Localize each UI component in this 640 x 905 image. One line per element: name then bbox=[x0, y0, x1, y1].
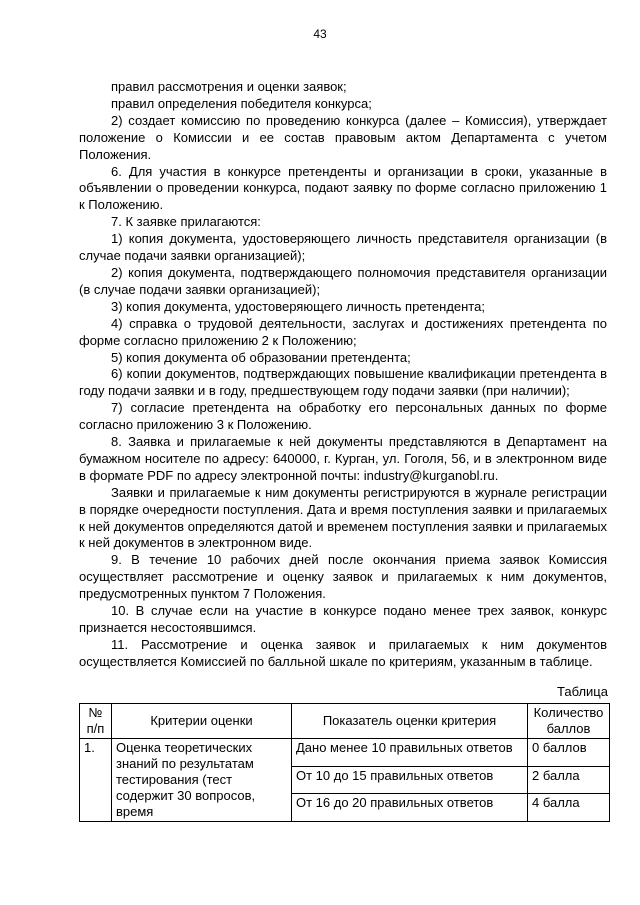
row-criterion: Оценка теоретических знаний по результатам тестирования (тест содержит 30 вопросов, время bbox=[112, 739, 292, 822]
row-number: 1. bbox=[80, 739, 112, 822]
header-number: № п/п bbox=[80, 704, 112, 739]
paragraph: 10. В случае если на участие в конкурсе подано менее трех заявок, конкурс признается несостоявшимся. bbox=[79, 603, 607, 635]
paragraph: правил определения победителя конкурса; bbox=[111, 95, 372, 111]
paragraph: 7. К заявке прилагаются: bbox=[111, 214, 261, 230]
indicator-cell: От 10 до 15 правильных ответов bbox=[292, 766, 528, 794]
paragraph: 11. Рассмотрение и оценка заявок и прилагаемых к ним документов осуществляется Комиссией по балльной шкале по критериям, указанным в таблице. bbox=[79, 636, 607, 669]
paragraph: 2) копия документа, подтверждающего полномочия представителя организации (в случае подачи заявки организацией); bbox=[79, 264, 607, 297]
indicator-cell: От 16 до 20 правильных ответов bbox=[292, 794, 528, 822]
table-header-row bbox=[80, 704, 610, 739]
score-cell: 0 баллов bbox=[528, 739, 610, 767]
paragraph: правил рассмотрения и оценки заявок; bbox=[111, 79, 347, 94]
table-caption: Таблица bbox=[557, 684, 608, 699]
indicator-cell: Дано менее 10 правильных ответов bbox=[292, 739, 528, 767]
paragraph: 9. В течение 10 рабочих дней после окончания приема заявок Комиссия осуществляет рассмотрение и оценку заявок и прилагаемых к ним документов, предусмотренных пунктом 7 Положения. bbox=[79, 552, 607, 602]
paragraph: 6) копии документов, подтверждающих повышение квалификации претендента в году подачи заявки и в году, предшествующем году подачи заявки (при наличии); bbox=[79, 366, 607, 399]
header-indicator: Показатель оценки критерия bbox=[292, 704, 528, 739]
paragraph: Заявки и прилагаемые к ним документы регистрируются в журнале регистрации в порядке очередности поступления. Дата и время поступления заявки и прилагаемых к ней документов определяются датой и временем поступления заявки и прилагаемых к ней документов в электронном виде. bbox=[79, 484, 607, 551]
paragraph: 4) справка о трудовой деятельности, заслугах и достижениях претендента по форме согласно приложению 2 к Положению; bbox=[79, 315, 607, 348]
score-cell: 2 балла bbox=[528, 766, 610, 794]
header-criterion: Критерии оценки bbox=[112, 704, 292, 739]
table-row bbox=[80, 739, 610, 767]
paragraph: 8. Заявка и прилагаемые к ней документы представляются в Департамент на бумажном носителе по адресу: 640000, г. Курган, ул. Гоголя, 56, и в электронном виде в формате PDF по адресу электронной почты: industry@kurganobl.ru. bbox=[79, 434, 607, 483]
paragraph: 1) копия документа, удостоверяющего личность представителя организации (в случае подачи заявки организацией); bbox=[79, 231, 607, 264]
document-body bbox=[79, 79, 607, 671]
page-number: 43 bbox=[313, 27, 327, 41]
paragraph: 5) копия документа об образовании претендента; bbox=[111, 349, 411, 365]
header-score: Количество баллов bbox=[528, 704, 610, 739]
paragraph: 2) создает комиссию по проведению конкурса (далее – Комиссия), утверждает положение о Комиссии и ее состав правовым актом Департамента с учетом Положения. bbox=[79, 112, 607, 162]
paragraph: 7) согласие претендента на обработку его персональных данных по форме согласно приложению 3 к Положению. bbox=[79, 400, 607, 433]
criteria-table bbox=[79, 703, 610, 822]
score-cell: 4 балла bbox=[528, 794, 610, 822]
paragraph: 6. Для участия в конкурсе претенденты и организации в сроки, указанные в объявлении о проведении конкурса, подают заявку по форме согласно приложению 1 к Положению. bbox=[79, 163, 607, 213]
paragraph: 3) копия документа, удостоверяющего личность претендента; bbox=[111, 298, 485, 314]
